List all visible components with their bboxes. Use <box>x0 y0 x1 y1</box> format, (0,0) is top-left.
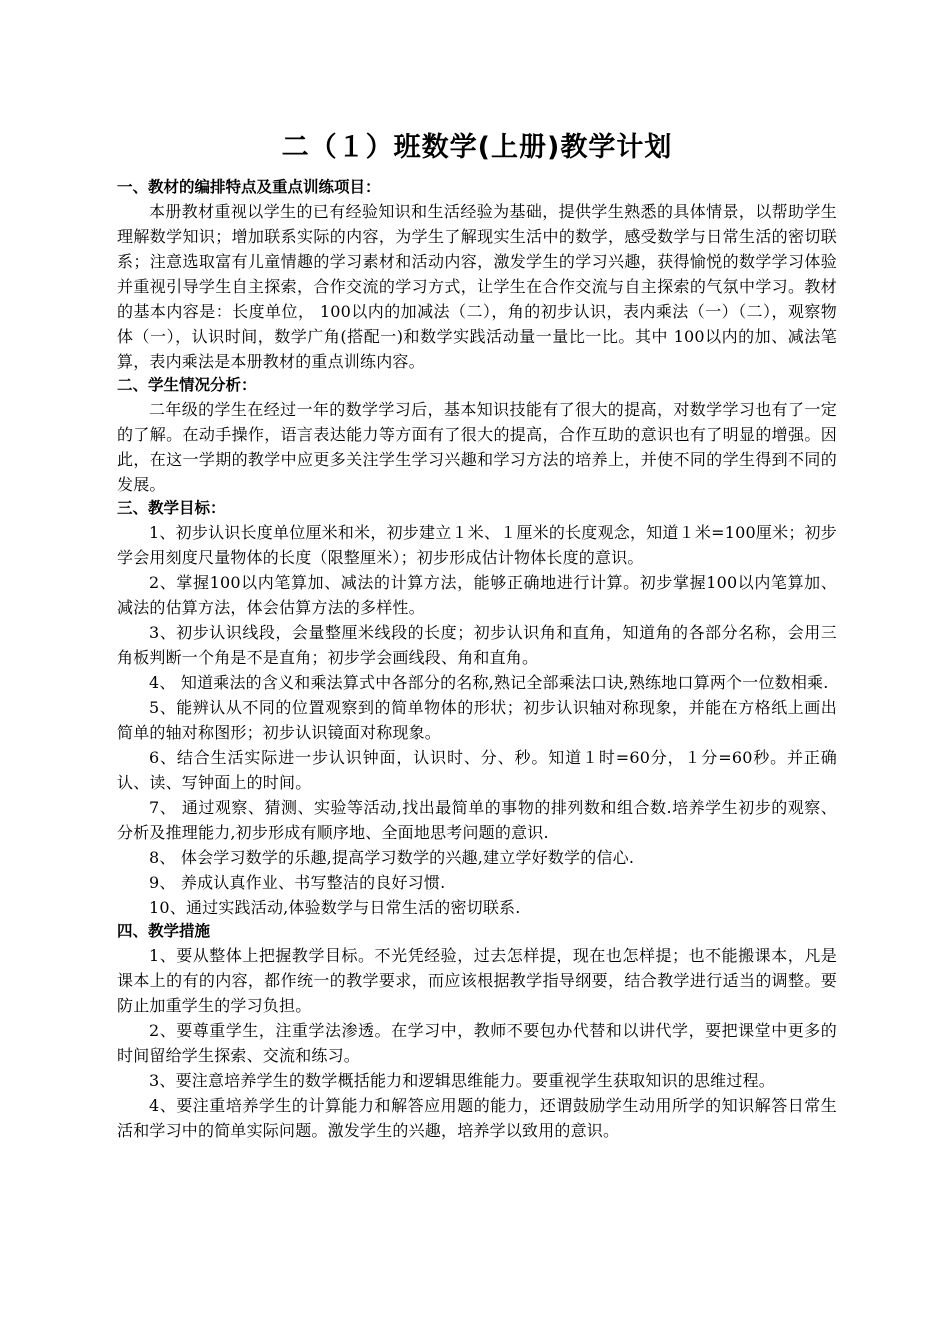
section-heading: 四、教学措施 <box>117 922 211 940</box>
section-heading: 三、教学目标： <box>117 499 226 517</box>
list-item: 1、初步认识长度单位厘米和米，初步建立１米、１厘米的长度观念，知道１米=100厘米；初步学会用刻度尺量物体的长度（限整厘米）；初步形成估计物体长度的意识。 <box>117 523 837 567</box>
list-item: 5、能辨认从不同的位置观察到的简单物体的形状；初步认识轴对称现象，并能在方格纸上画出简单的轴对称图形；初步认识镜面对称现象。 <box>117 698 837 742</box>
list-item: 4、要注重培养学生的计算能力和解答应用题的能力，还谓鼓励学生动用所学的知识解答日常生活和学习中的简单实际问题。激发学生的兴趣，培养学以致用的意识。 <box>117 1096 837 1140</box>
section-goals <box>117 497 837 920</box>
document-page <box>117 128 837 1143</box>
list-item: 3、初步认识线段，会量整厘米线段的长度；初步认识角和直角，知道角的各部分名称，会用三角板判断一个角是不是直角；初步学会画线段、角和直角。 <box>117 623 837 667</box>
list-item: 4、 知道乘法的含义和乘法算式中各部分的名称,熟记全部乘法口诀,熟练地口算两个一位数相乘. <box>149 673 829 692</box>
list-item: 3、要注意培养学生的数学概括能力和逻辑思维能力。要重视学生获取知识的思维过程。 <box>149 1071 775 1090</box>
list-item: 9、 养成认真作业、书写整洁的良好习惯. <box>149 873 446 892</box>
section-textbook <box>117 176 837 374</box>
paragraph: 本册教材重视以学生的已有经验知识和生活经验为基础，提供学生熟悉的具体情景，以帮助学生理解数学知识；增加联系实际的内容，为学生了解现实生活中的数学，感受数学与日常生活的密切联系；注意选取富有儿童情趣的学习素材和活动内容，激发学生的学习兴趣，获得愉悦的数学学习体验并重视引导学生自主探索，合作交流的学习方式，让学生在合作交流与自主探索的气氛中学习。教材的基本内容是：长度单位， 100以内的加减法（二），角的初步认识，表内乘法（一）（二），观察物体（一），认识时间，数学广角(搭配一)和数学实践活动量一量比一比。其中 100以内的加、减法笔算，表内乘法是本册教材的重点训练内容。 <box>117 202 837 371</box>
paragraph: 二年级的学生在经过一年的数学学习后，基本知识技能有了很大的提高，对数学学习也有了一定的了解。在动手操作，语言表达能力等方面有了很大的提高，合作互助的意识也有了明显的增强。因此，在这一学期的教学中应更多关注学生学习兴趣和学习方法的培养上，并使不同的学生得到不同的发展。 <box>117 400 837 494</box>
document-title: 二（１）班数学(上册)教学计划 <box>281 132 673 163</box>
section-measures <box>117 920 837 1143</box>
list-item: 10、通过实践活动,体验数学与日常生活的密切联系. <box>149 898 521 917</box>
section-heading: 二、学生情况分析： <box>117 376 257 394</box>
list-item: 6、结合生活实际进一步认识钟面，认识时、分、秒。知道１时=60分，１分=60秒。并正确认、读、写钟面上的时间。 <box>117 748 837 792</box>
list-item: 1、要从整体上把握教学目标。不光凭经验，过去怎样提，现在也怎样提；也不能搬课本，凡是课本上的有的内容，都作统一的教学要求，而应该根据教学指导纲要，结合教学进行适当的调整。要防止加重学生的学习负担。 <box>117 946 837 1015</box>
list-item: 2、掌握100以内笔算加、减法的计算方法，能够正确地进行计算。初步掌握100以内笔算加、减法的估算方法，体会估算方法的多样性。 <box>117 573 837 617</box>
list-item: 7、 通过观察、猜测、实验等活动,找出最简单的事物的排列数和组合数.培养学生初步的观察、分析及推理能力,初步形成有顺序地、全面地思考问题的意识. <box>117 798 837 842</box>
section-heading: 一、教材的编排特点及重点训练项目： <box>117 178 381 196</box>
list-item: 8、 体会学习数学的乐趣,提高学习数学的兴趣,建立学好数学的信心. <box>149 848 635 867</box>
section-students <box>117 374 837 497</box>
list-item: 2、要尊重学生，注重学法渗透。在学习中，教师不要包办代替和以讲代学，要把课堂中更多的时间留给学生探索、交流和练习。 <box>117 1021 837 1065</box>
